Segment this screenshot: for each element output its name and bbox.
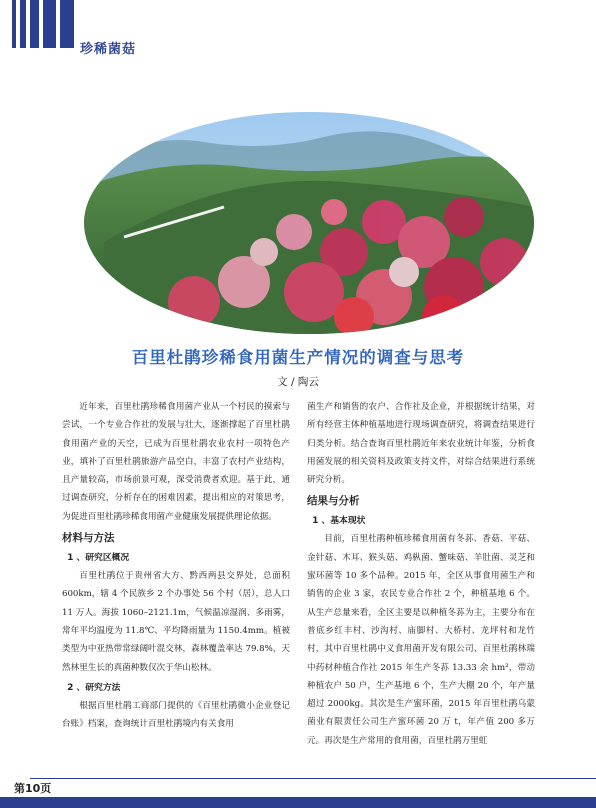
body-paragraph: 百里杜鹃位于贵州省大方、黔西两县交界处，总面积 600km，辖 4 个民族乡 2 个办事处 56 个村（居），总人口 11 万人。海拔 1060–2121.1m，气候温凉湿润、多雨雾，常年平均温度为 11.8℃、平均降雨量为 1150.4mm。植被类型为中亚热带常绿阔叶混交林，森林覆盖率达 79.8%，天然林里生长的真菌种数仅次于华山松林。 bbox=[62, 571, 290, 673]
section-heading: 材料与方法 bbox=[62, 532, 115, 545]
page-number: 第10页 bbox=[14, 782, 52, 795]
right-column bbox=[307, 398, 535, 750]
section-heading: 结果与分析 bbox=[307, 495, 360, 508]
azalea-landscape-photo bbox=[84, 112, 534, 334]
header-stripe bbox=[30, 0, 39, 48]
footer-rule bbox=[30, 778, 596, 779]
footer-bar bbox=[0, 797, 596, 808]
article-author: 文 / 陶云 bbox=[277, 376, 319, 388]
subsection-heading: 1 、基本现状 bbox=[312, 516, 366, 527]
article-title: 百里杜鹃珍稀食用菌生产情况的调查与思考 bbox=[131, 348, 465, 367]
body-paragraph: 根据百里杜鹃工商部门提供的《百里杜鹃微小企业登记台账》档案，查询统计百里杜鹃境内有关食用 bbox=[62, 700, 290, 730]
header-stripe bbox=[20, 0, 26, 48]
subsection-heading: 2 、研究方法 bbox=[67, 682, 121, 693]
left-column bbox=[62, 398, 290, 733]
body-paragraph: 目前，百里杜鹃种植珍稀食用菌有冬荪、香菇、平菇、金针菇、木耳、猴头菇、鸡枞菌、蟹味菇、羊肚菌、灵芝和蜜环菌等 10 多个品种。2015 年，全区从事食用菌生产和销售的企业 3 家，农民专业合作社 2 个，种植基地 6 个。从生产总量来看，全区主要是以种植冬荪为主，主要分布在普底乡红丰村、沙沟村、庙脚村、大桥村、龙坪村和龙竹村，其中百里杜鹃中义食用菌开发有限公司、百里杜鹃林瑞中药材种植合作社 2015 年生产冬荪 13.33 余 hm²，带动种植农户 50 户，生产基地 6 个，生产大棚 20 个，年产量超过 2000kg。其次是生产蜜环菌，2015 年百里杜鹃乌蒙菌业有限责任公司生产蜜环菌 20 万 t，年产值 200 多万元。再次是生产常用的食用菌，百里杜鹃万里虹 bbox=[307, 534, 535, 746]
header-stripe bbox=[43, 0, 56, 48]
subsection-heading: 1 、研究区概况 bbox=[67, 553, 130, 564]
body-paragraph: 菌生产和销售的农户、合作社及企业，并根据统计结果，对所有经营主体种植基地进行现场调查研究，将调查结果进行归类分析。结合查询百里杜鹃近年来农业统计年鉴，分析食用菌发展的相关资料及政策支持文件，对综合结果进行系统研究分析。 bbox=[307, 402, 535, 486]
section-label: 珍稀菌菇 bbox=[80, 42, 137, 57]
intro-paragraph: 近年来，百里杜鹃珍稀食用菌产业从一个村民的摸索与尝试，一个专业合作社的发展与壮大，逐渐撑起了百里杜鹃食用菌产业的天空，已成为百里杜鹃农业农村一项特色产业，填补了百里杜鹃旅游产品空白，丰富了农村产业结构，且产量较高，市场前景可观，深受消费者欢迎。基于此，通过调查研究，分析存在的困难因素，提出相应的对策思考，为促进百里杜鹃珍稀食用菌产业健康发展提供理论依据。 bbox=[62, 402, 290, 522]
header-stripe bbox=[60, 0, 74, 48]
header-stripe bbox=[12, 0, 16, 48]
